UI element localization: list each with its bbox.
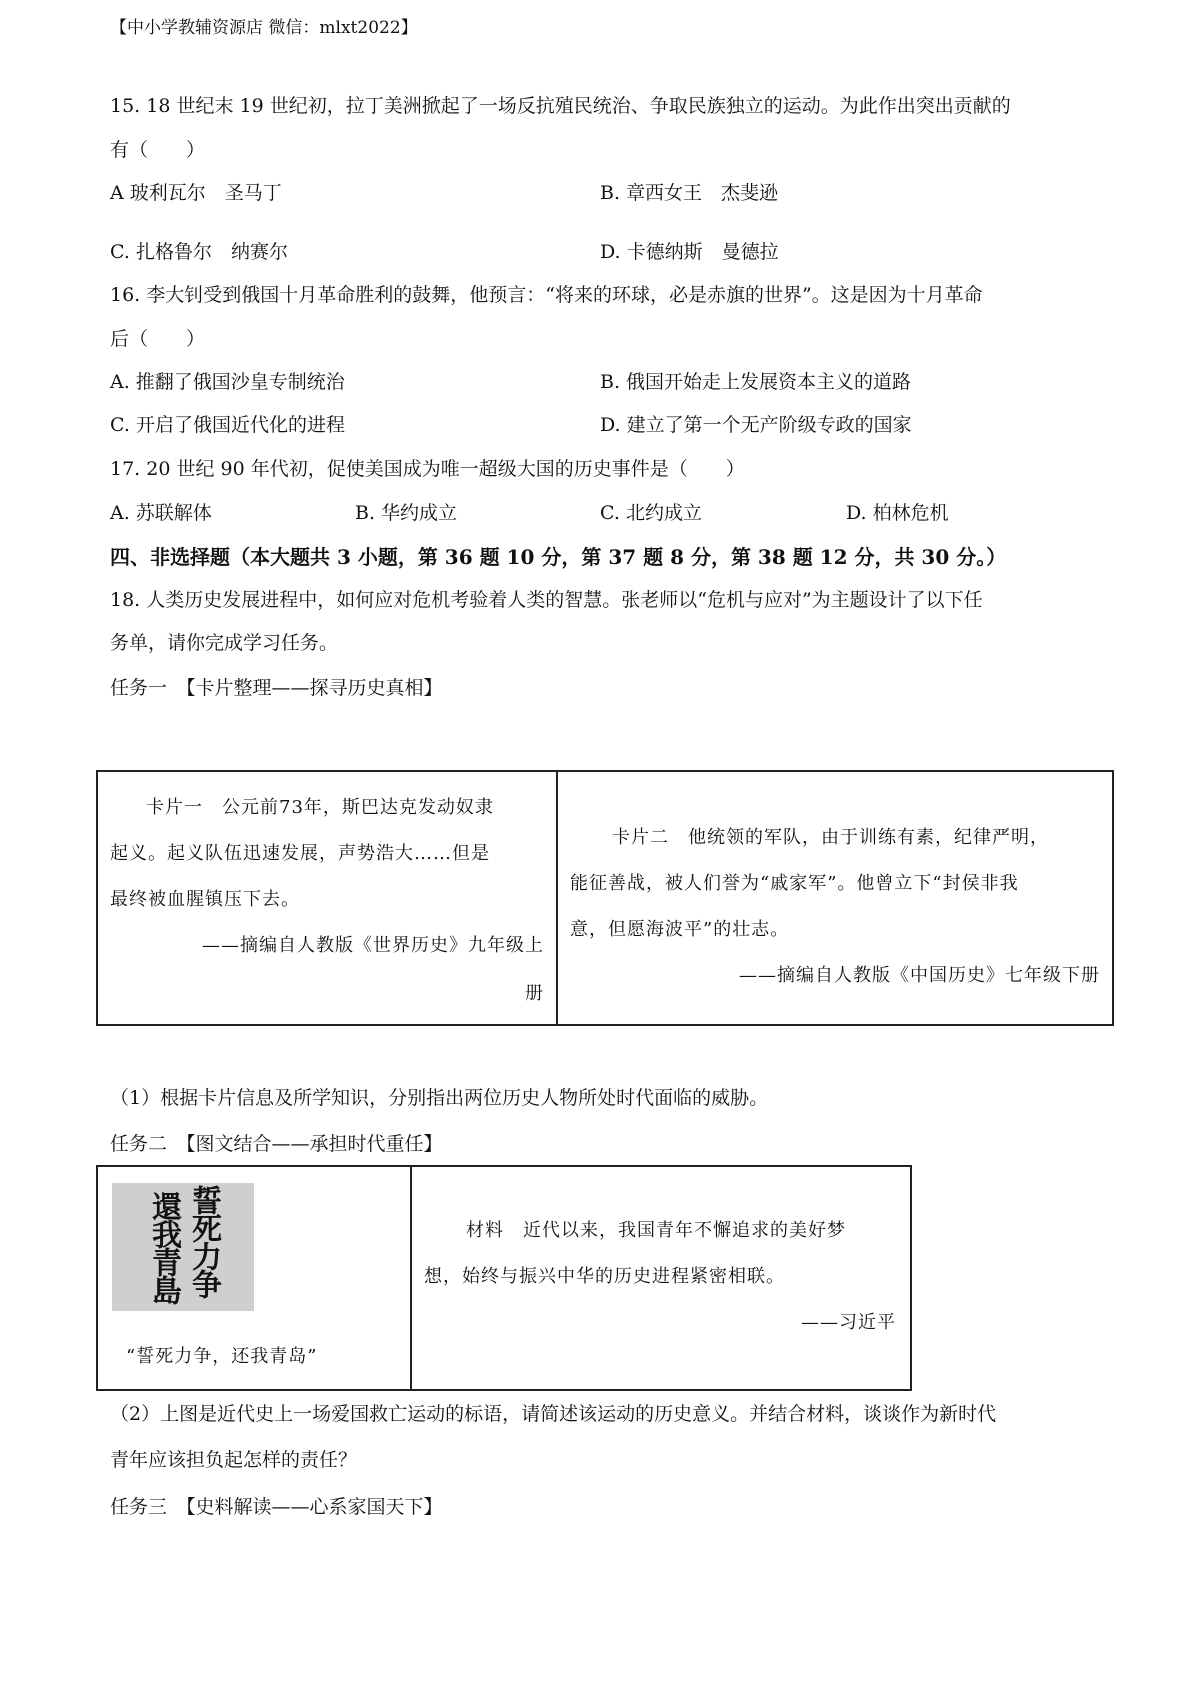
section-heading: 四、非选择题（本大题共 3 小题，第 36 题 10 分，第 37 题 8 分，第 38 题 12 分，共 30 分。） <box>110 545 1007 569</box>
slogan-caption: “誓死力争，还我青岛” <box>126 1346 318 1367</box>
header-watermark: 【中小学教辅资源店 微信：mlxt2022】 <box>110 18 418 38</box>
card-two-line: 卡片二 他统领的军队，由于训练有素，纪律严明， <box>612 827 1049 848</box>
image-material-table <box>96 1165 912 1391</box>
q16-option-c: C. 开启了俄国近代化的进程 <box>110 414 345 436</box>
card-one-source: 册 <box>525 983 544 1004</box>
material-source: ——习近平 <box>801 1312 896 1333</box>
slogan-image-cell <box>98 1167 412 1389</box>
card-one-line: 最终被血腥镇压下去。 <box>110 889 300 910</box>
q17-option-d: D. 柏林危机 <box>846 502 949 524</box>
card-two-line: 能征善战，被人们誉为“戚家军”。他曾立下“封侯非我 <box>570 873 1019 894</box>
q17-option-c: C. 北约成立 <box>600 502 702 524</box>
task2-title: 任务二 【图文结合——承担时代重任】 <box>110 1133 443 1155</box>
q18-stem-cont: 务单，请你完成学习任务。 <box>110 632 339 654</box>
q16-option-b: B. 俄国开始走上发展资本主义的道路 <box>600 371 912 393</box>
sub-question-2: （2）上图是近代史上一场爱国救亡运动的标语，请简述该运动的历史意义。并结合材料，谈谈作为新时代 <box>110 1403 997 1425</box>
task3-title: 任务三 【史料解读——心系家国天下】 <box>110 1496 443 1518</box>
card-two <box>558 772 1112 1024</box>
q17-option-a: A. 苏联解体 <box>110 502 212 524</box>
q16-option-a: A. 推翻了俄国沙皇专制统治 <box>110 371 345 393</box>
slogan-calligraphy-image <box>112 1183 254 1311</box>
card-one-source: ——摘编自人教版《世界历史》九年级上 <box>202 935 544 956</box>
sub-question-2-cont: 青年应该担负起怎样的责任？ <box>110 1449 358 1471</box>
card-two-line: 意，但愿海波平”的壮志。 <box>570 919 790 940</box>
q18-stem: 18. 人类历史发展进程中，如何应对危机考验着人类的智慧。张老师以“危机与应对”为主题设计了以下任 <box>110 589 983 611</box>
q15-option-c: C. 扎格鲁尔 纳赛尔 <box>110 241 288 263</box>
material-line: 想，始终与振兴中华的历史进程紧密相联。 <box>424 1266 785 1287</box>
sub-question-1: （1）根据卡片信息及所学知识，分别指出两位历史人物所处时代面临的威胁。 <box>110 1087 769 1109</box>
q16-stem-cont: 后（ ） <box>110 328 206 350</box>
cards-table <box>96 770 1114 1026</box>
q15-option-d: D. 卡德纳斯 曼德拉 <box>600 241 779 263</box>
task1-title: 任务一 【卡片整理——探寻历史真相】 <box>110 677 443 699</box>
material-cell <box>412 1167 910 1389</box>
q16-option-d: D. 建立了第一个无产阶级专政的国家 <box>600 414 912 436</box>
card-one-line: 起义。起义队伍迅速发展，声势浩大……但是 <box>110 843 490 864</box>
material-line: 材料 近代以来，我国青年不懈追求的美好梦 <box>466 1220 846 1241</box>
slogan-column: 誓死力争 <box>186 1185 221 1297</box>
q15-stem-cont: 有（ ） <box>110 139 206 161</box>
q17-stem: 17. 20 世纪 90 年代初，促使美国成为唯一超级大国的历史事件是（ ） <box>110 458 745 480</box>
q15-option-a: A 玻利瓦尔 圣马丁 <box>110 182 282 204</box>
card-two-source: ——摘编自人教版《中国历史》七年级下册 <box>739 965 1100 986</box>
q16-stem: 16. 李大钊受到俄国十月革命胜利的鼓舞，他预言：“将来的环球，必是赤旗的世界”。这是因为十月革命 <box>110 284 983 306</box>
card-one-line: 卡片一 公元前73年，斯巴达克发动奴隶 <box>146 797 494 818</box>
card-one <box>98 772 558 1024</box>
q15-option-b: B. 章西女王 杰斐逊 <box>600 182 779 204</box>
slogan-column: 還我青島 <box>146 1191 181 1303</box>
q15-stem: 15. 18 世纪末 19 世纪初，拉丁美洲掀起了一场反抗殖民统治、争取民族独立的运动。为此作出突出贡献的 <box>110 95 1011 117</box>
q17-option-b: B. 华约成立 <box>355 502 458 524</box>
